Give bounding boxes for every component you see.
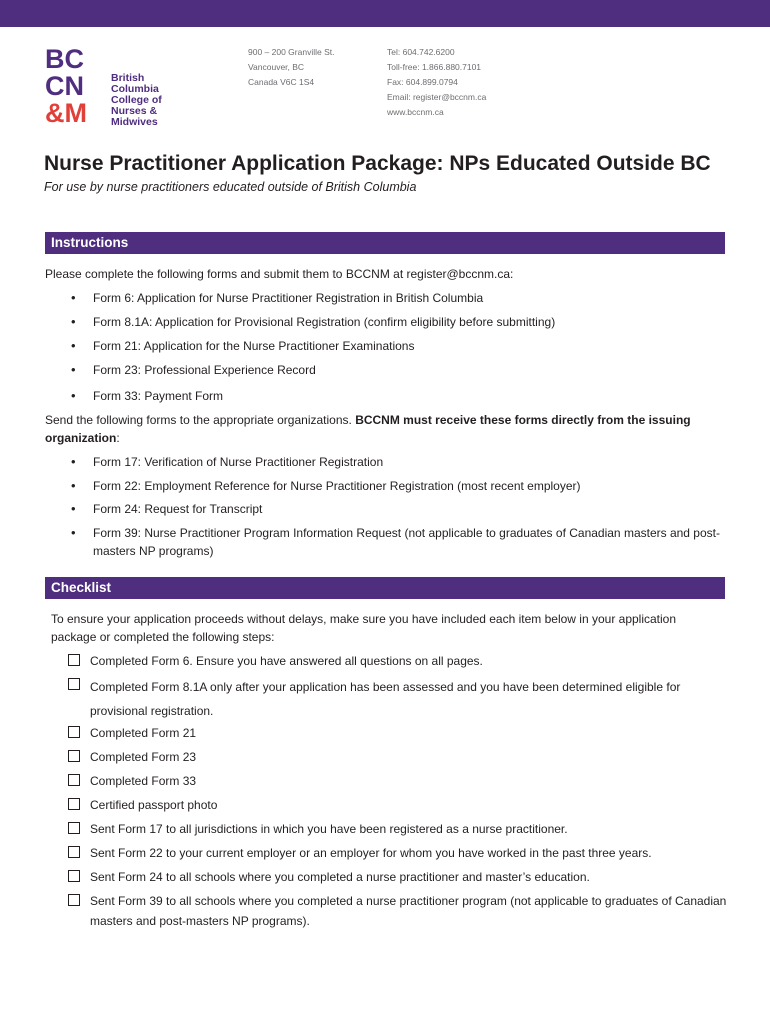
checklist-intro: To ensure your application proceeds without delays, make sure you have included each item below in your application package or completed the following steps: <box>51 612 677 644</box>
logo-letters: BC CN &M <box>45 44 87 128</box>
checklist-item[interactable]: Completed Form 8.1A only after your application has been assessed and you have been determined eligible for provisional registration. <box>68 675 728 723</box>
checklist-item[interactable]: Certified passport photo <box>68 795 728 819</box>
list-item: • Form 22: Employment Reference for Nurse Practitioner Registration (most recent employer) <box>45 477 725 500</box>
checkbox[interactable] <box>68 894 80 906</box>
checklist-item[interactable]: Completed Form 21 <box>68 723 728 747</box>
list-item: • Form 23: Professional Experience Record <box>45 361 725 387</box>
top-banner <box>0 0 770 27</box>
list-item: • Form 39: Nurse Practitioner Program Information Request (not applicable to graduates of Canadian masters and post-masters NP programs) <box>45 524 725 560</box>
list-item: • Form 17: Verification of Nurse Practitioner Registration <box>45 453 725 477</box>
checklist-item[interactable]: Sent Form 17 to all jurisdictions in which you have been registered as a nurse practitioner. <box>68 819 728 843</box>
checklist-heading: Checklist <box>45 577 725 599</box>
send-forms-intro: Send the following forms to the appropriate organizations. BCCNM must receive these forms directly from the issuing organization: <box>45 413 691 445</box>
list-item: • Form 6: Application for Nurse Practitioner Registration in British Columbia <box>45 289 725 313</box>
page-title: Nurse Practitioner Application Package: NPs Educated Outside BC <box>44 152 711 175</box>
bccnm-logo <box>45 46 175 130</box>
checklist-item[interactable]: Sent Form 24 to all schools where you completed a nurse practitioner and master’s education. <box>68 867 728 891</box>
list-item: • Form 24: Request for Transcript <box>45 500 725 524</box>
page-subtitle: For use by nurse practitioners educated outside of British Columbia <box>44 180 417 194</box>
forms-to-send-list <box>45 453 725 560</box>
checkbox[interactable] <box>68 846 80 858</box>
checkbox[interactable] <box>68 798 80 810</box>
address-block: 900 – 200 Granville St. Vancouver, BC Canada V6C 1S4 <box>248 47 335 87</box>
checklist-item[interactable]: Sent Form 22 to your current employer or an employer for whom you have worked in the past three years. <box>68 843 728 867</box>
checklist-item[interactable]: Completed Form 23 <box>68 747 728 771</box>
list-item: • Form 33: Payment Form <box>45 387 725 409</box>
fax-text: Fax: 604.899.0794 <box>387 77 458 87</box>
checkbox[interactable] <box>68 774 80 786</box>
logo-college-name: British Columbia College of Nurses & Midwives <box>111 72 162 128</box>
tollfree-text: Toll-free: 1.866.880.7101 <box>387 62 482 72</box>
checkbox[interactable] <box>68 678 80 690</box>
instructions-intro: Please complete the following forms and submit them to BCCNM at register@bccnm.ca: <box>45 267 514 281</box>
checkbox[interactable] <box>68 870 80 882</box>
checkbox[interactable] <box>68 726 80 738</box>
checklist-items <box>68 651 728 931</box>
list-item: • Form 8.1A: Application for Provisional Registration (confirm eligibility before submitting) <box>45 313 725 337</box>
website-text: www.bccnm.ca <box>387 107 444 117</box>
instructions-heading: Instructions <box>45 232 725 254</box>
checklist-item[interactable]: Completed Form 6. Ensure you have answered all questions on all pages. <box>68 651 728 675</box>
checklist-item[interactable]: Completed Form 33 <box>68 771 728 795</box>
phone-text: Tel: 604.742.6200 <box>387 47 455 57</box>
checkbox[interactable] <box>68 750 80 762</box>
forms-to-submit-list <box>45 289 725 409</box>
checkbox[interactable] <box>68 822 80 834</box>
checkbox[interactable] <box>68 654 80 666</box>
email-text: Email: register@bccnm.ca <box>387 92 487 102</box>
checklist-item[interactable]: Sent Form 39 to all schools where you completed a nurse practitioner program (not applicable to graduates of Canadian masters and post-masters NP programs). <box>68 891 728 931</box>
list-item: • Form 21: Application for the Nurse Practitioner Examinations <box>45 337 725 361</box>
contact-block <box>387 45 486 120</box>
